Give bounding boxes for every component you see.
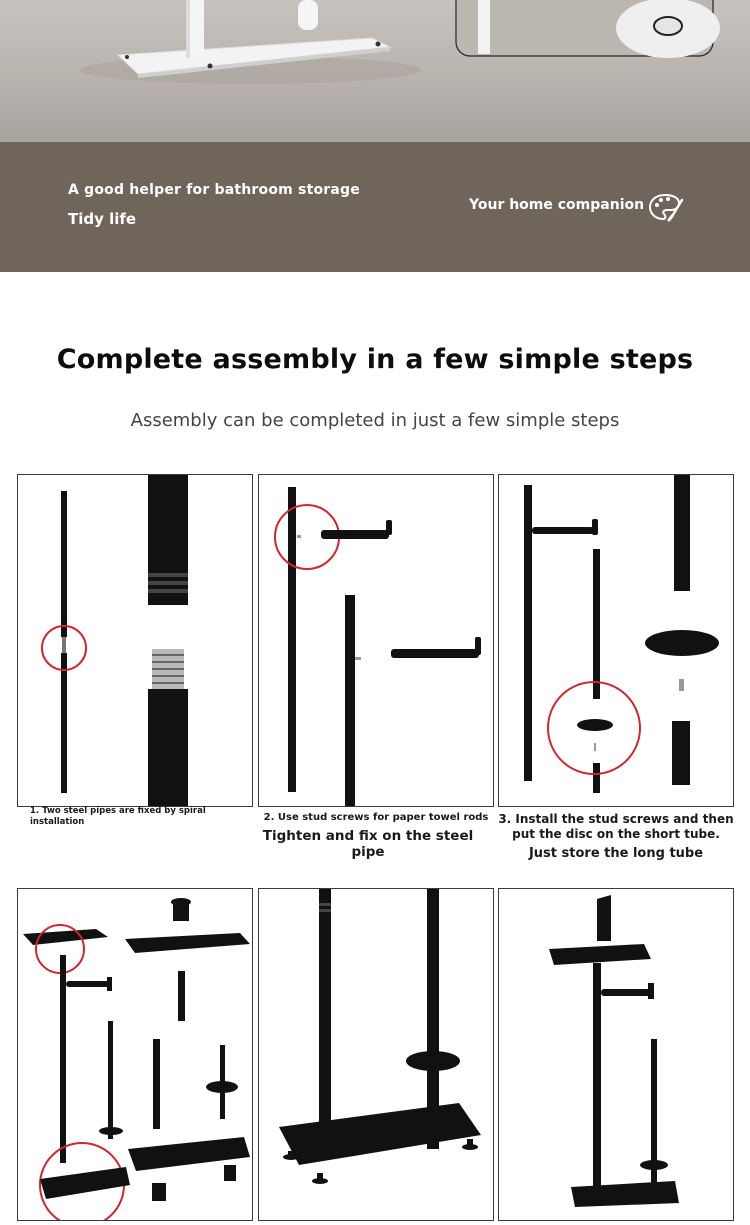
step-5-panel (258, 888, 494, 1221)
step-1-panel (17, 474, 253, 807)
banner-companion-text: Your home companion (469, 197, 645, 213)
step-6-panel (498, 888, 734, 1221)
brand-banner (0, 142, 750, 272)
step-2-panel (258, 474, 494, 807)
step-2-caption: 2. Use stud screws for paper towel rods (263, 812, 489, 823)
palette-icon (648, 192, 684, 222)
step-2-caption-b: Tighten and fix on the steel pipe (262, 828, 474, 860)
step-1-caption: 1. Two steel pipes are fixed by spiral installation (30, 806, 206, 827)
step-4-panel (17, 888, 253, 1221)
hero-photo (0, 0, 750, 142)
section-subtitle: Assembly can be completed in just a few simple steps (130, 410, 620, 431)
step-3-caption: 3. Install the stud screws and then put the disc on the short tube. (498, 812, 734, 841)
section-title: Complete assembly in a few simple steps (56, 344, 694, 375)
step-3-caption-b: Just store the long tube (528, 846, 704, 861)
banner-tidy-text: Tidy life (68, 210, 137, 228)
step-3-panel (498, 474, 734, 807)
banner-helper-text: A good helper for bathroom storage (68, 182, 360, 198)
